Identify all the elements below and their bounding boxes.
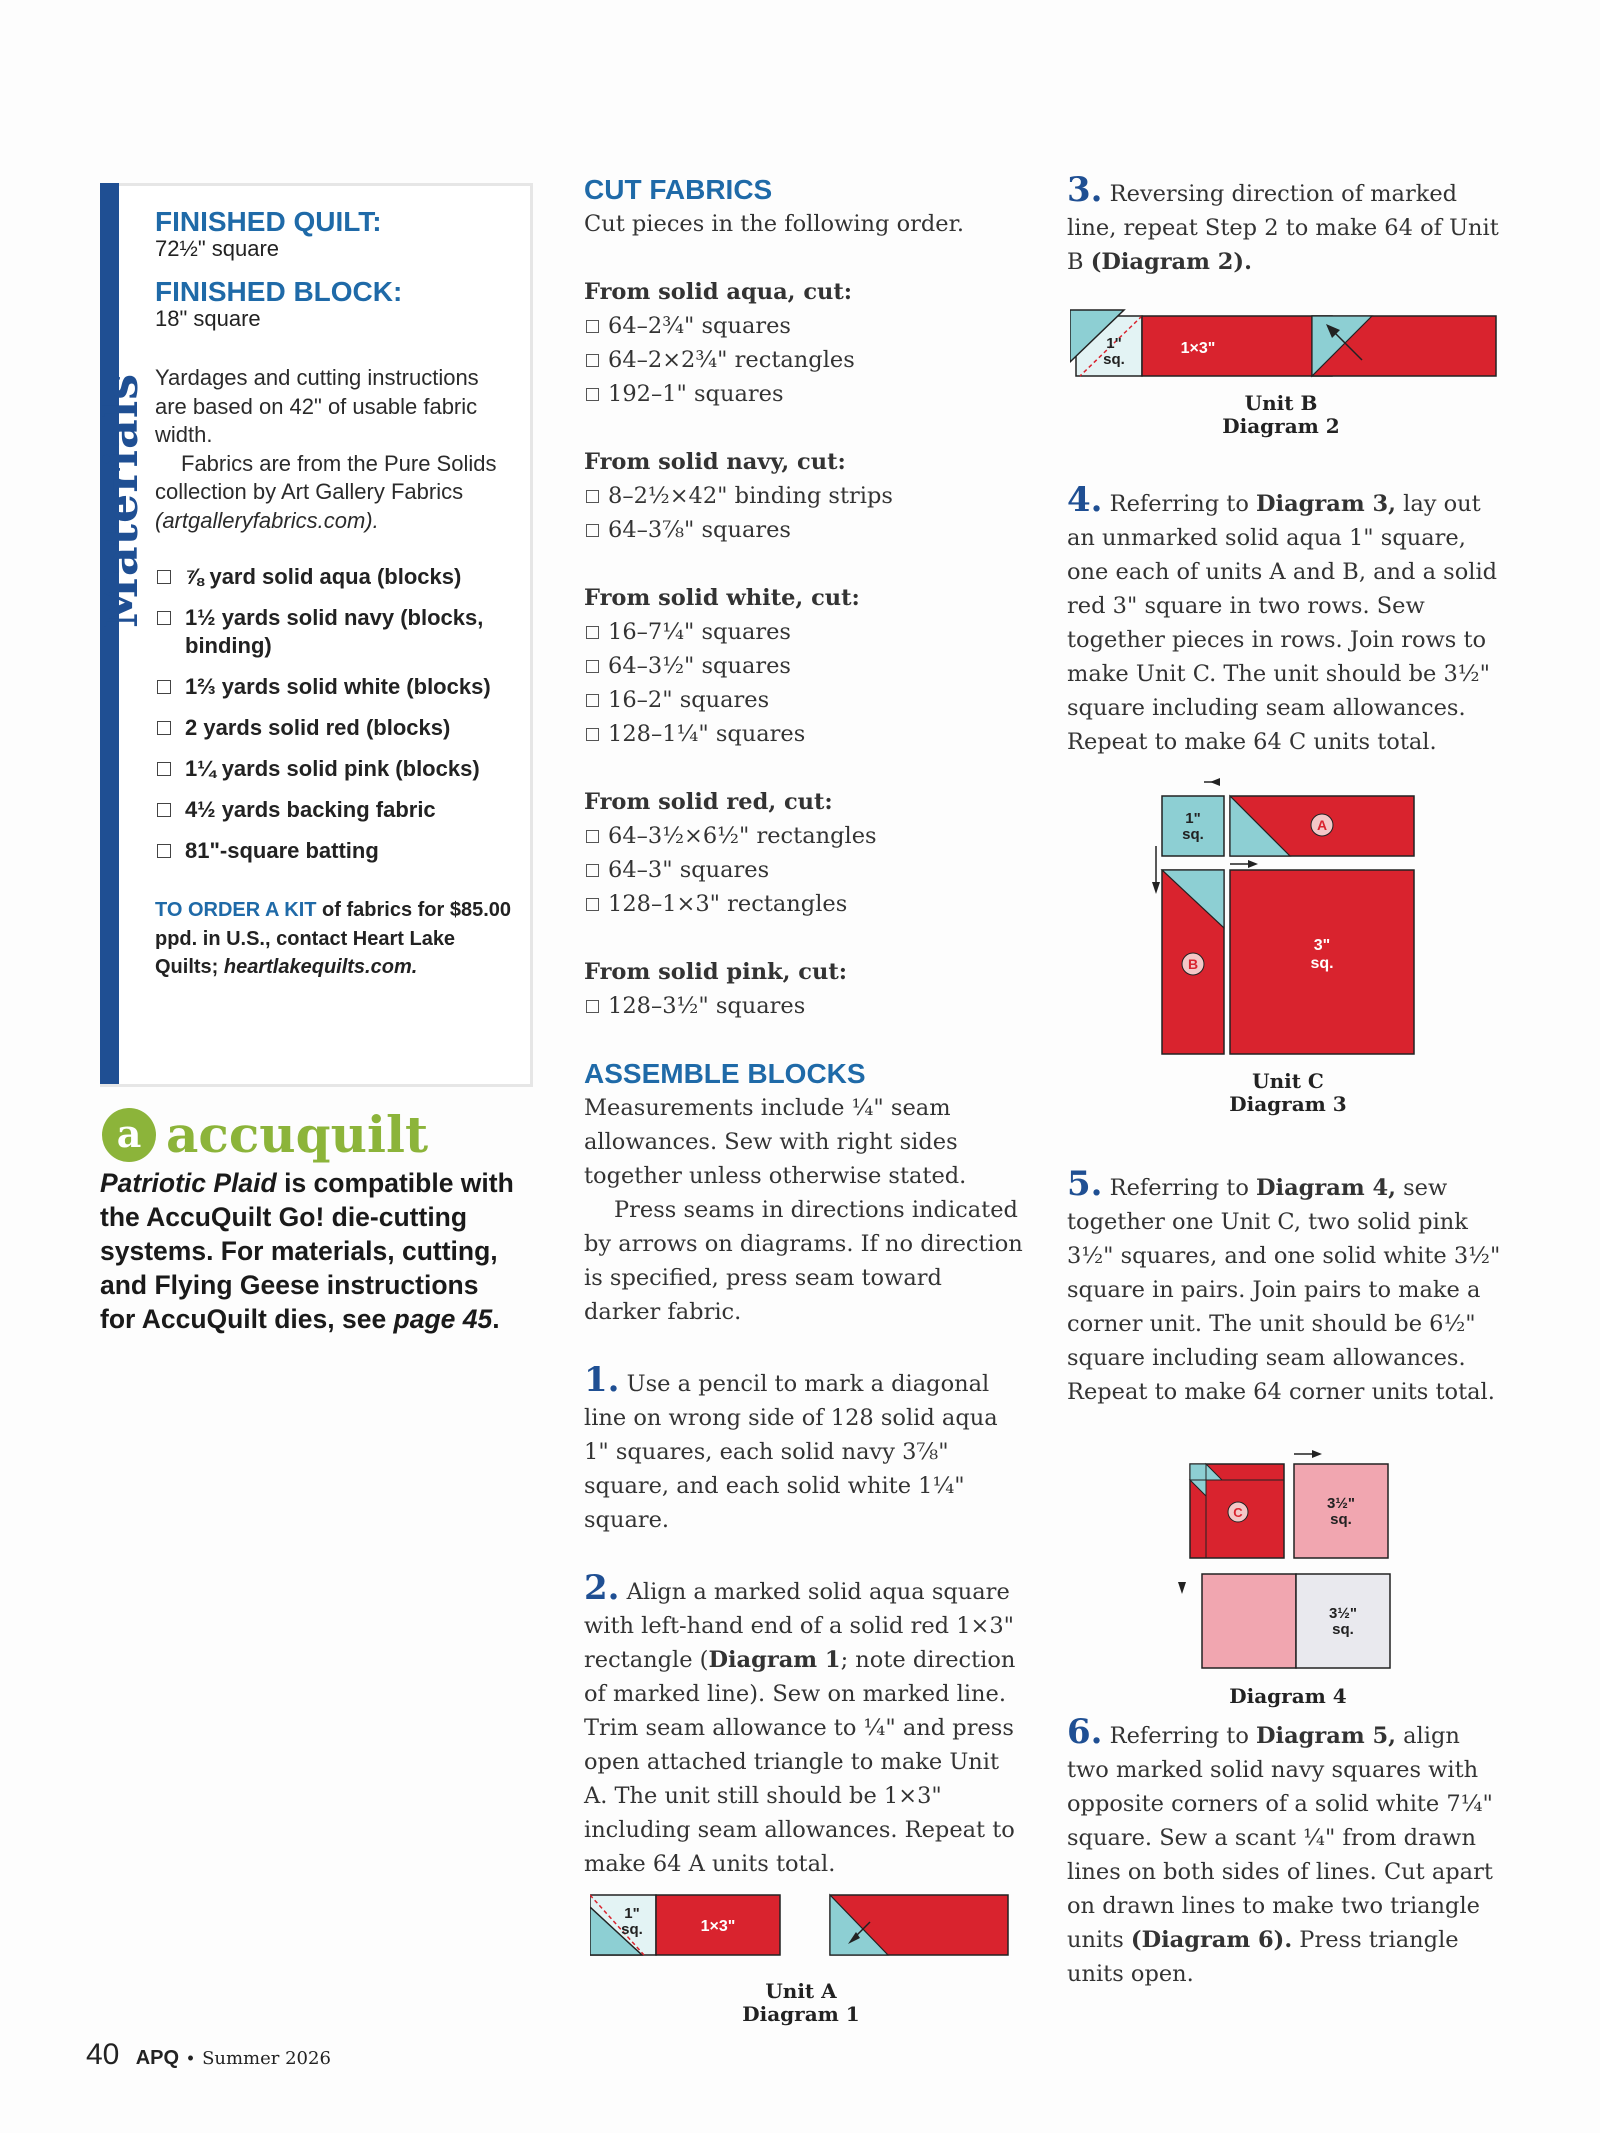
material-item: [155, 563, 515, 591]
cut-group-heading: From solid navy, cut:: [584, 449, 846, 475]
cut-group-heading: From solid pink, cut:: [584, 959, 848, 985]
cut-group-heading: From solid red, cut:: [584, 789, 833, 815]
cut-item: 128–3½" squares: [584, 989, 1024, 1023]
arrowhead-icon: [1248, 860, 1258, 868]
step-text: align two marked solid navy squares with opposite corners of a solid white 7¼" square. Sew a scant ¼" from drawn lines on both sides of lines. Cut apart on drawn lines to make two triangle units: [1067, 1723, 1493, 1953]
materials-accent-bar: [100, 183, 119, 1084]
step-text: Referring to: [1102, 1175, 1257, 1201]
arrowhead-icon: [1312, 1450, 1322, 1458]
diagram-3: [1148, 778, 1418, 1063]
checkbox-icon: [157, 762, 171, 776]
diagram-3-caption: [1213, 1070, 1363, 1116]
step-text: Use a pencil to mark a diagonal line on wrong side of 128 solid aqua 1" squares, each solid navy 3⅞" square, and each solid white 1¼" square.: [584, 1371, 998, 1533]
diagram-label: 1": [1106, 335, 1122, 352]
issue-date: Summer 2026: [202, 2048, 331, 2069]
finished-block-heading: FINISHED BLOCK:: [155, 276, 403, 307]
diagram-1-caption: [726, 1980, 876, 2026]
pink-square: [1202, 1574, 1296, 1668]
cut-item: 64–3⅞" squares: [584, 513, 1024, 547]
accuquilt-logo: [100, 1102, 460, 1168]
material-item-text: 1¼ yards solid pink (blocks): [185, 756, 480, 781]
cut-intro: Cut pieces in the following order.: [584, 211, 965, 237]
accuquilt-logo-text: accuquilt: [166, 1105, 429, 1164]
material-item-text: 1½ yards solid navy (blocks, binding): [185, 605, 484, 658]
assemble-blocks-heading: ASSEMBLE BLOCKS: [584, 1058, 866, 1089]
step-3: [1067, 170, 1507, 279]
diagram-label: 3": [1313, 937, 1331, 954]
cut-fabrics-column: [584, 173, 1024, 1881]
page-reference[interactable]: page 45: [393, 1304, 493, 1334]
step-number: 3.: [1067, 170, 1103, 210]
diagram-reference: (Diagram 2).: [1090, 249, 1252, 275]
page-number: 40: [86, 2038, 120, 2071]
diagram-label: 1": [1185, 810, 1201, 827]
materials-content: [155, 207, 515, 982]
cut-item: 64–3½×6½" rectangles: [584, 819, 1024, 853]
cut-item: 64–2¾" squares: [584, 309, 1024, 343]
step-4: [1067, 480, 1507, 759]
diagram-label: 3½": [1329, 1605, 1357, 1622]
material-item: [155, 604, 515, 660]
step-text: Reversing direction of marked line, repeat Step 2 to make 64 of Unit B: [1067, 181, 1499, 275]
step-text: ; note direction of marked line). Sew on marked line. Trim seam allowance to ¼" and press open attached triangle to make Unit A. The unit still should be 1×3" including seam allowances. Repeat to make 64 A units total.: [584, 1647, 1016, 1877]
cut-item: 192–1" squares: [584, 377, 1024, 411]
checkbox-icon: [157, 803, 171, 817]
cut-item: 64–2×2¾" rectangles: [584, 343, 1024, 377]
kit-order-link[interactable]: heartlakequilts.com.: [223, 956, 418, 978]
diagram-label: 1×3": [700, 1918, 736, 1935]
red-rectangle: [1142, 316, 1332, 376]
unit-caption: Unit A: [765, 1979, 837, 2003]
fabric-source-note: [155, 450, 515, 536]
diagram-1: [590, 1892, 1010, 1967]
accuquilt-note: [100, 1166, 520, 1336]
diagram-label: sq.: [1182, 826, 1204, 843]
cut-group-heading: From solid white, cut:: [584, 585, 860, 611]
diagram-reference: Diagram 5,: [1256, 1723, 1396, 1749]
magazine-name: APQ: [135, 2047, 180, 2069]
step-text: lay out an unmarked solid aqua 1" square, one each of units A and B, and a solid red 3" square in two rows. Sew together pieces in rows. Join rows to make Unit C. The unit should be 3½" square including seam allowances. Repeat to make 64 C units total.: [1067, 491, 1498, 755]
assemble-intro: Measurements include ¼" seam allowances. Sew with right sides together unless otherwise stated.: [584, 1095, 967, 1189]
step-number: 2.: [584, 1568, 620, 1608]
unit-caption: Unit B: [1244, 391, 1318, 415]
materials-list: [155, 563, 515, 865]
step-number: 4.: [1067, 480, 1103, 520]
material-item: [155, 837, 515, 865]
material-item-text: ⅞ yard solid aqua (blocks): [185, 564, 462, 589]
step-number: 6.: [1067, 1712, 1103, 1752]
fabric-source-link[interactable]: (artgalleryfabrics.com).: [155, 507, 379, 533]
diagram-4-caption: Diagram 4: [1229, 1684, 1347, 1708]
cut-list: [584, 819, 1024, 921]
step-number: 1.: [584, 1360, 620, 1400]
kit-order-lead: TO ORDER A KIT: [155, 899, 317, 921]
step-1: [584, 1360, 1024, 1537]
diagram-caption: Diagram 3: [1229, 1092, 1347, 1116]
cut-item: 64–3" squares: [584, 853, 1024, 887]
diagram-2-caption: [1206, 392, 1356, 438]
checkbox-icon: [157, 680, 171, 694]
step-5: [1067, 1164, 1507, 1409]
diagram-label: 3½": [1327, 1495, 1355, 1512]
diagram-label: C: [1233, 1505, 1243, 1520]
kit-order-note: [155, 896, 515, 982]
step-text: sew together one Unit C, two solid pink 3½" squares, and one solid white 3½" square in pairs. Join pairs to make a corner unit. The unit should be 6½" square including seam allowances. Repeat to make 64 corner units total.: [1067, 1175, 1501, 1405]
diagram-2: [1070, 308, 1500, 385]
diagram-label: sq.: [1330, 1511, 1352, 1528]
diagram-caption: Diagram 1: [742, 2002, 860, 2026]
finished-quilt-heading: FINISHED QUILT:: [155, 206, 382, 237]
diagram-label: B: [1187, 956, 1199, 972]
accuquilt-logo-letter: a: [116, 1111, 142, 1156]
footer-separator: •: [187, 2048, 194, 2068]
diagram-label: sq.: [1103, 351, 1125, 368]
diagram-reference: Diagram 4,: [1256, 1175, 1396, 1201]
materials-label: Materials: [94, 372, 148, 628]
unit-caption: Unit C: [1252, 1069, 1324, 1093]
cut-list: [584, 479, 1024, 547]
diagram-4: [1170, 1446, 1410, 1681]
step-6: [1067, 1712, 1507, 1991]
diagram-label: 1×3": [1180, 340, 1216, 357]
step-text: Align a marked solid aqua square with left-hand end of a solid red 1×3" rectangle (: [584, 1579, 1015, 1673]
cut-item: 16–2" squares: [584, 683, 1024, 717]
cut-list: [584, 309, 1024, 411]
diagram-label: A: [1316, 817, 1328, 833]
finished-quilt-value: 72½" square: [155, 236, 280, 261]
kit-order-text: of fabrics for $85.00 ppd. in U.S., contact Heart Lake Quilts;: [155, 899, 512, 978]
diagram-reference: Diagram 1: [708, 1647, 841, 1673]
diagram-label: sq.: [621, 1921, 643, 1938]
cut-list: [584, 615, 1024, 751]
arrowhead-icon: [1178, 1582, 1186, 1594]
material-item-text: 81"-square batting: [185, 838, 379, 863]
checkbox-icon: [157, 611, 171, 625]
cut-fabrics-heading: CUT FABRICS: [584, 174, 773, 205]
cut-item: 128–1¼" squares: [584, 717, 1024, 751]
aqua-square: [1190, 1464, 1206, 1480]
accuquilt-note-text: is compatible with the AccuQuilt Go! die-cutting systems. For materials, cutting, and Flying Geese instructions for AccuQuilt dies, see: [100, 1168, 514, 1334]
checkbox-icon: [157, 844, 171, 858]
material-item-text: 1⅔ yards solid white (blocks): [185, 674, 491, 699]
material-item-text: 2 yards solid red (blocks): [185, 715, 451, 740]
diagram-label: sq.: [1332, 1621, 1354, 1638]
material-item: [155, 673, 515, 701]
step-number: 5.: [1067, 1164, 1103, 1204]
diagram-reference: (Diagram 6).: [1130, 1927, 1293, 1953]
cut-item: 64–3½" squares: [584, 649, 1024, 683]
material-item: [155, 755, 515, 783]
fabric-source-text: Fabrics are from the Pure Solids collection by Art Gallery Fabrics: [155, 450, 497, 504]
diagram-label: sq.: [1310, 955, 1334, 972]
step-text: Referring to: [1102, 1723, 1257, 1749]
diagram-label: 1": [624, 1905, 640, 1922]
assemble-press-note: Press seams in directions indicated by arrows on diagrams. If no direction is specified, press seam toward darker fabric.: [584, 1197, 1023, 1325]
arrowhead-icon: [1152, 882, 1160, 894]
cut-item: 16–7¼" squares: [584, 615, 1024, 649]
checkbox-icon: [157, 721, 171, 735]
material-item: [155, 714, 515, 742]
material-item-text: 4½ yards backing fabric: [185, 797, 436, 822]
yardage-note: Yardages and cutting instructions are based on 42" of usable fabric width.: [155, 365, 479, 447]
diagram-reference: Diagram 3,: [1256, 491, 1396, 517]
cut-group-heading: From solid aqua, cut:: [584, 279, 853, 305]
checkbox-icon: [157, 570, 171, 584]
finished-block-value: 18" square: [155, 306, 261, 331]
step-2: [584, 1568, 1024, 1881]
accuquilt-note-end: .: [492, 1304, 500, 1334]
page-footer: [86, 2038, 331, 2072]
cut-list: [584, 989, 1024, 1023]
material-item: [155, 796, 515, 824]
cut-item: 8–2½×42" binding strips: [584, 479, 1024, 513]
step-text: Referring to: [1102, 491, 1257, 517]
diagram-caption: Diagram 2: [1222, 414, 1340, 438]
pattern-title: Patriotic Plaid: [100, 1168, 277, 1198]
cut-item: 128–1×3" rectangles: [584, 887, 1024, 921]
step-text: Press triangle units open.: [1067, 1927, 1459, 1987]
